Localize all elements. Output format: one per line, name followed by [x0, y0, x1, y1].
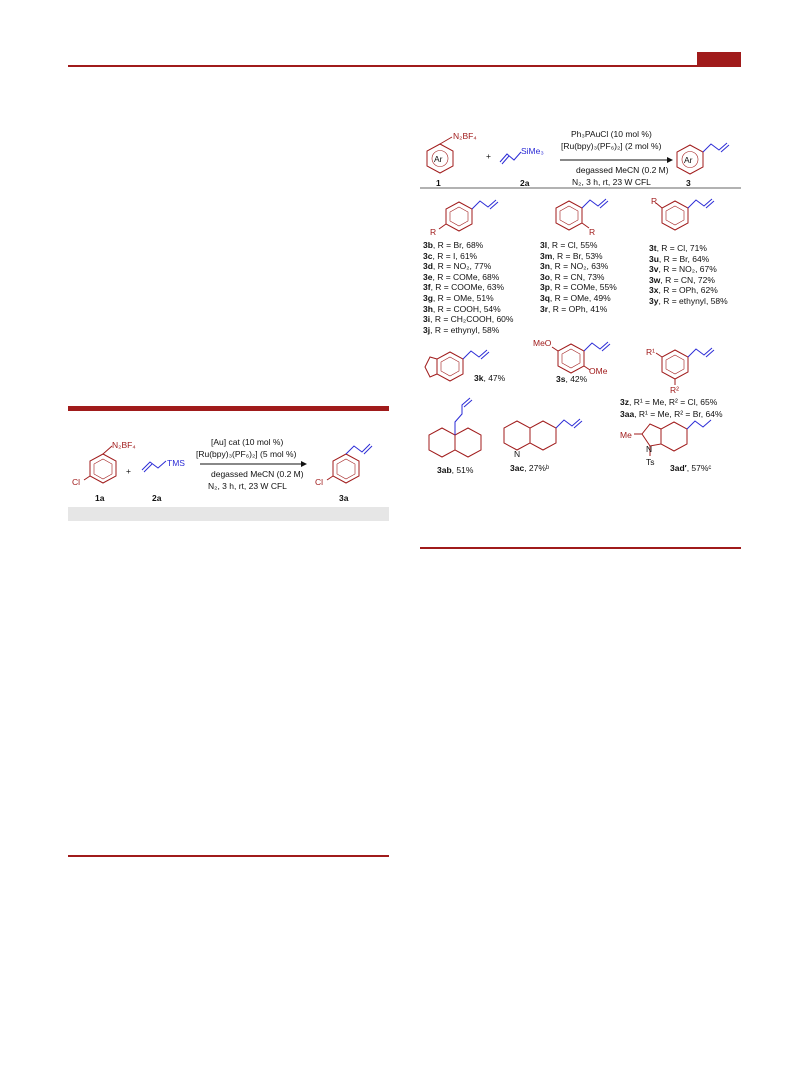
ortho-R-label: R [589, 227, 596, 237]
list-item: 3f, R = COOMe, 63% [423, 282, 505, 293]
left-label-3a: 3a [339, 493, 349, 503]
compound-3ac-label: 3ac, 27%ᵇ [510, 463, 550, 473]
right-conditions-1: Ph₃PAuCl (10 mol %) [571, 129, 652, 139]
right-aryl-label-1: Ar [434, 154, 443, 164]
left-label-2a: 2a [152, 493, 162, 503]
meta-substituent-list [649, 243, 728, 307]
ortho-substituent-list [540, 240, 617, 314]
3ad-methyl-label: Me [620, 430, 632, 440]
list-item: 3v, R = NO₂, 67% [649, 264, 717, 275]
list-item: 3c, R = I, 61% [423, 250, 478, 261]
right-diazonium-label: N₂BF₄ [453, 131, 477, 141]
3s-ome-label: OMe [589, 366, 608, 376]
left-conditions-4: N₂, 3 h, rt, 23 W CFL [208, 481, 287, 491]
list-item: 3p, R = COMe, 55% [540, 282, 617, 293]
list-item: 3l, R = Cl, 55% [540, 240, 598, 250]
list-item: 3m, R = Br, 53% [540, 250, 603, 261]
left-product-chloro: Cl [315, 477, 324, 487]
right-label-2a: 2a [520, 178, 530, 188]
right-silane-label: SiMe₃ [521, 146, 544, 156]
right-conditions-3: degassed MeCN (0.2 M) [576, 165, 669, 175]
left-label-1a: 1a [95, 493, 105, 503]
list-item: 3d, R = NO₂, 77% [423, 261, 492, 272]
left-plus-sign: + [126, 466, 131, 476]
compound-3ab-label: 3ab, 51% [437, 465, 474, 475]
right-label-1: 1 [436, 178, 441, 188]
left-diazonium-label: N₂BF₄ [112, 440, 136, 450]
right-table-bottom-rule [420, 547, 741, 549]
list-item: 3x, R = OPh, 62% [649, 285, 718, 296]
3s-meo-label: MeO [533, 338, 552, 348]
compound-3s-label: 3s, 42% [556, 374, 588, 384]
left-tms-label: TMS [167, 458, 185, 468]
list-item: 3b, R = Br, 68% [423, 240, 484, 250]
right-conditions-4: N₂, 3 h, rt, 23 W CFL [572, 177, 651, 187]
compound-3aa-label: 3aa, R¹ = Me, R² = Br, 64% [620, 409, 723, 419]
list-item: 3e, R = COMe, 68% [423, 271, 500, 282]
para-substituent-list [423, 240, 513, 335]
list-item: 3q, R = OMe, 49% [540, 292, 611, 303]
list-item: 3g, R = OMe, 51% [423, 292, 494, 303]
left-chloro-label: Cl [72, 477, 81, 487]
list-item: 3r, R = OPh, 41% [540, 303, 608, 314]
compound-3ad-label: 3ad′, 57%ᶜ [670, 463, 712, 473]
list-item: 3w, R = CN, 72% [649, 274, 715, 285]
list-item: 3y, R = ethynyl, 58% [649, 295, 728, 306]
3z-R1-label: R¹ [646, 347, 655, 357]
list-item: 3h, R = COOH, 54% [423, 303, 501, 314]
list-item: 3i, R = CH₂COOH, 60% [423, 314, 514, 325]
3ac-nitrogen-label: N [514, 449, 521, 459]
right-conditions-2: [Ru(bpy)₃(PF₆)₂] (2 mol %) [561, 141, 662, 151]
list-item: 3j, R = ethynyl, 58% [423, 324, 500, 335]
compound-3k-label: 3k, 47% [474, 373, 506, 383]
3ad-nitrogen-label: N [646, 444, 653, 454]
compound-3z-label: 3z, R¹ = Me, R² = Cl, 65% [620, 397, 718, 407]
3ad-ts-label: Ts [646, 457, 655, 467]
right-aryl-label-3: Ar [684, 155, 693, 165]
list-item: 3n, R = NO₂, 63% [540, 261, 609, 272]
list-item: 3o, R = CN, 73% [540, 271, 605, 282]
3z-R2-label: R² [670, 385, 679, 395]
right-plus-sign: + [486, 151, 491, 161]
list-item: 3u, R = Br, 64% [649, 253, 710, 264]
left-conditions-3: degassed MeCN (0.2 M) [211, 469, 304, 479]
left-conditions-1: [Au] cat (10 mol %) [211, 437, 284, 447]
meta-R-label: R [651, 196, 658, 206]
list-item: 3t, R = Cl, 71% [649, 243, 707, 253]
right-label-3: 3 [686, 178, 691, 188]
left-conditions-2: [Ru(bpy)₃(PF₆)₂] (5 mol %) [196, 449, 297, 459]
para-R-label: R [430, 227, 437, 237]
